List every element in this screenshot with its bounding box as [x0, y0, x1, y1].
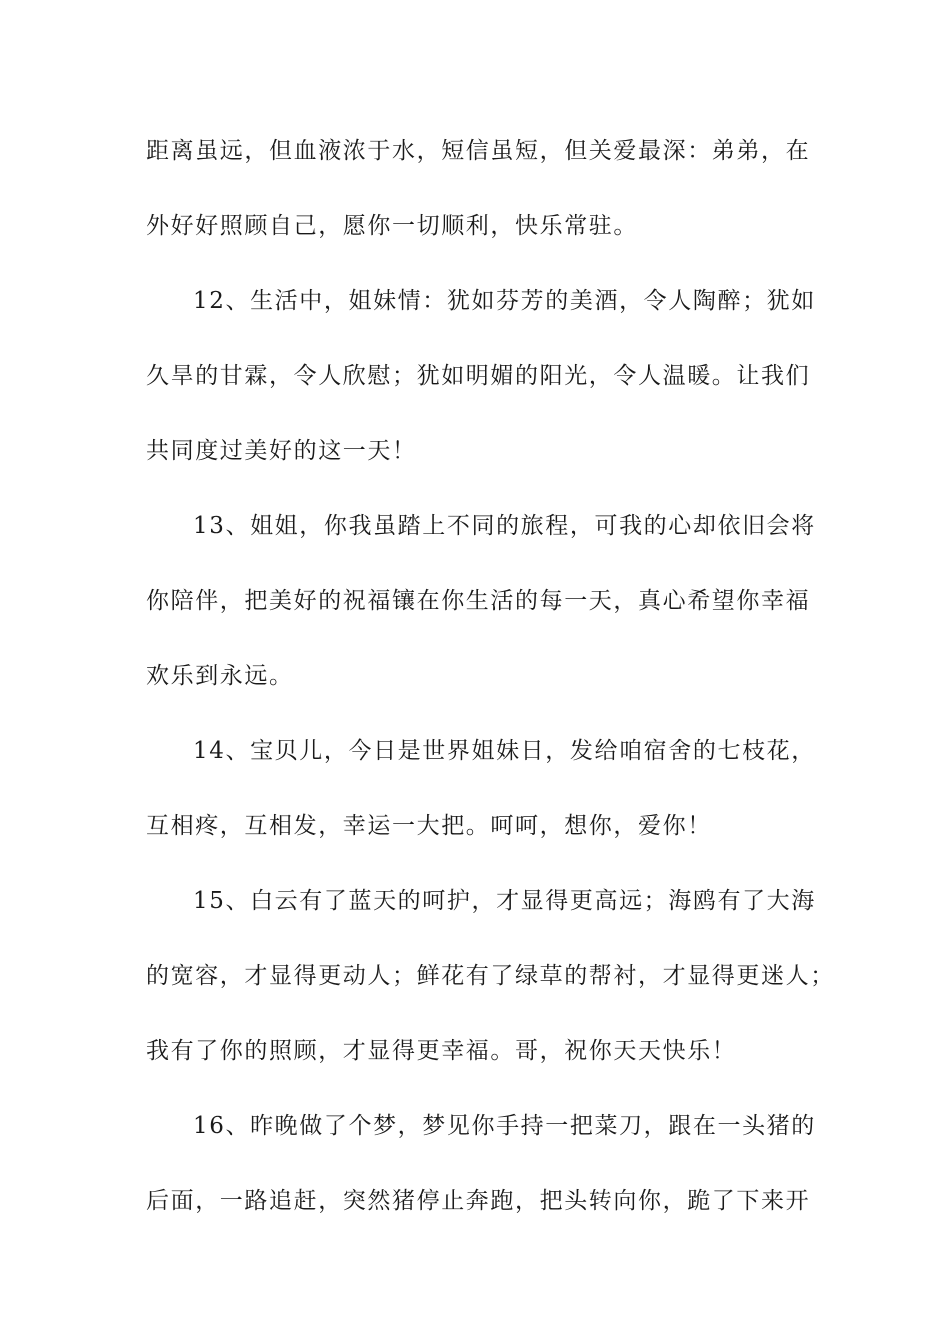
text-line: 我有了你的照顾，才显得更幸福。哥，祝你天天快乐！	[146, 1038, 737, 1064]
text-line: 你陪伴，把美好的祝福镶在你生活的每一天，真心希望你幸福	[146, 588, 811, 614]
text-line: 12、生活中，姐妹情：犹如芬芳的美酒，令人陶醉；犹如	[193, 288, 816, 314]
text-line: 共同度过美好的这一天！	[146, 438, 417, 464]
text-line: 13、姐姐，你我虽踏上不同的旅程，可我的心却依旧会将	[193, 513, 816, 539]
text-line: 久旱的甘霖，令人欣慰；犹如明媚的阳光，令人温暖。让我们	[146, 363, 811, 389]
text-line: 后面，一路追赶，突然猪停止奔跑，把头转向你，跪了下来开	[146, 1188, 811, 1214]
text-line: 互相疼，互相发，幸运一大把。呵呵，想你，爱你！	[146, 813, 712, 839]
text-line: 欢乐到永远。	[146, 663, 294, 689]
text-line: 外好好照顾自己，愿你一切顺利，快乐常驻。	[146, 213, 638, 239]
text-line: 16、昨晚做了个梦，梦见你手持一把菜刀，跟在一头猪的	[193, 1113, 816, 1139]
document-body	[146, 120, 835, 1245]
text-line: 15、白云有了蓝天的呵护，才显得更高远；海鸥有了大海	[193, 888, 816, 914]
text-line: 距离虽远，但血液浓于水，短信虽短，但关爱最深：弟弟，在	[146, 138, 811, 164]
text-line: 14、宝贝儿，今日是世界姐妹日，发给咱宿舍的七枝花，	[193, 738, 816, 764]
text-line: 的宽容，才显得更动人；鲜花有了绿草的帮衬，才显得更迷人；	[146, 963, 835, 989]
